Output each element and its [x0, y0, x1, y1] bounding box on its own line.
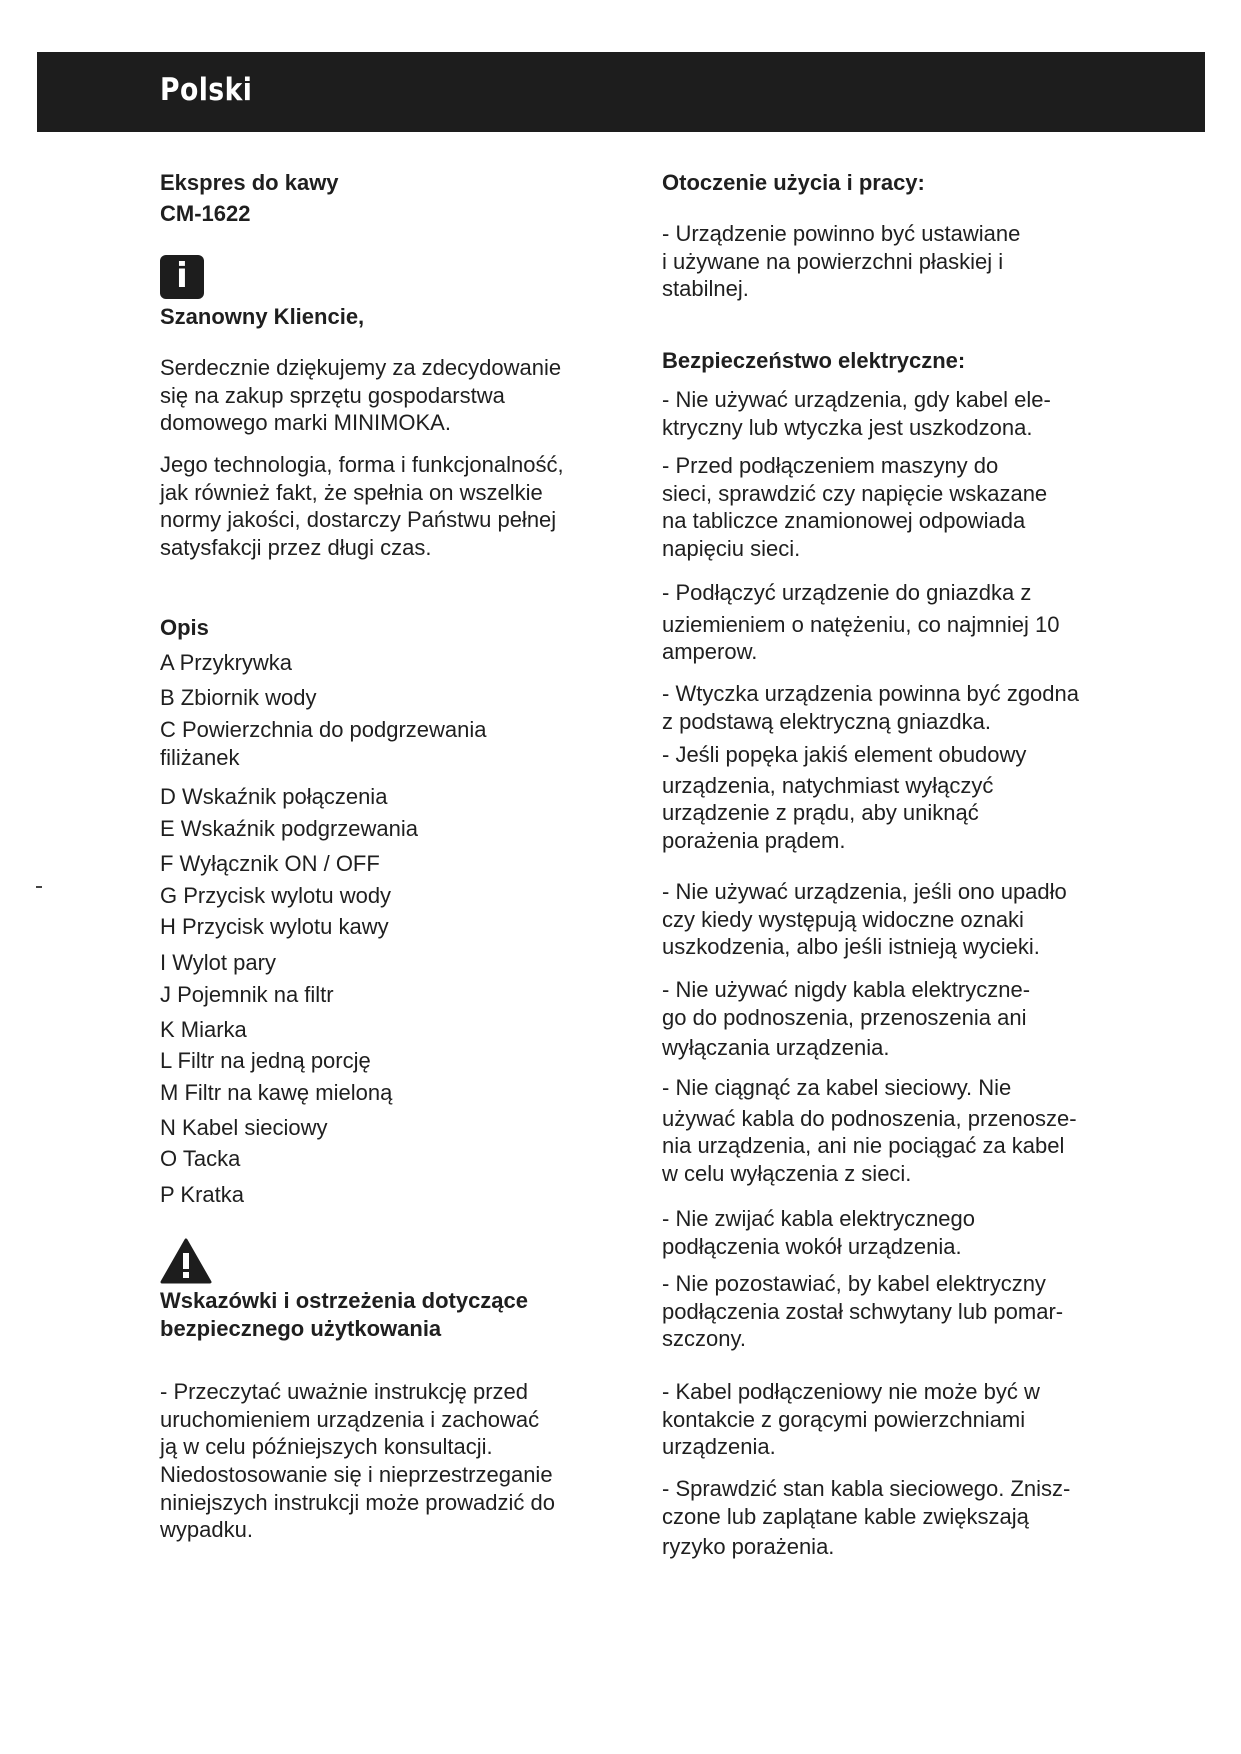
parts-list-item: O Tacka [160, 1146, 241, 1171]
text-line: urządzenia, natychmiast wyłączyć [662, 772, 994, 798]
text-line: na tabliczce znamionowej odpowiada [662, 508, 1026, 533]
electrical-item [662, 579, 1132, 666]
intro-paragraph-1 [160, 354, 610, 437]
intro-paragraph-2 [160, 451, 610, 561]
text-line: niniejszych instrukcji może prowadzić do [160, 1489, 555, 1515]
text-line: urządzenia. [662, 1434, 776, 1459]
parts-list-item: I Wylot pary [160, 950, 276, 975]
parts-list-item: M Filtr na kawę mieloną [160, 1080, 393, 1105]
text-line: urządzenie z prądu, aby uniknąć [662, 800, 979, 825]
text-line: ktryczny lub wtyczka jest uszkodzona. [662, 414, 1033, 440]
text-line: wypadku. [160, 1517, 253, 1542]
text-line: szczony. [662, 1326, 746, 1351]
parts-list-item: E Wskaźnik podgrzewania [160, 816, 419, 841]
text-line: podłączenia został schwytany lub pomar- [662, 1298, 1064, 1324]
environment-heading: Otoczenie użycia i pracy: [662, 170, 925, 195]
text-line: - Urządzenie powinno być ustawiane [662, 221, 1021, 246]
text-line: - Nie ciągnąć za kabel sieciowy. Nie [662, 1075, 1012, 1100]
parts-list-item: F Wyłącznik ON / OFF [160, 851, 380, 876]
text-line: z podstawą elektryczną gniazdka. [662, 708, 991, 734]
text-line: - Nie zwijać kabla elektrycznego [662, 1206, 976, 1231]
electrical-item [662, 1270, 1132, 1353]
text-line: - Nie pozostawiać, by kabel elektryczny [662, 1271, 1046, 1296]
text-line: ryzyko porażenia. [662, 1534, 835, 1559]
text-line: - Jeśli popęka jakiś element obudowy [662, 742, 1027, 767]
text-line: - Wtyczka urządzenia powinna być zgodna [662, 681, 1079, 706]
parts-list-item: filiżanek [160, 745, 240, 770]
electrical-item [662, 878, 1132, 961]
electrical-item [662, 1205, 1132, 1260]
text-line: wyłączania urządzenia. [662, 1035, 890, 1060]
text-line: uszkodzenia, albo jeśli istnieją wycieki. [662, 934, 1040, 959]
text-line: - Sprawdzić stan kabla sieciowego. Znisz- [662, 1476, 1071, 1501]
text-line: kontakcie z gorącymi powierzchniami [662, 1406, 1026, 1432]
parts-list-item: L Filtr na jedną porcję [160, 1048, 371, 1073]
text-line: - Przeczytać uważnie instrukcję przed [160, 1379, 529, 1404]
text-line: Jego technologia, forma i funkcjonalność, [160, 452, 564, 477]
parts-list-item: P Kratka [160, 1182, 244, 1207]
text-line: Niedostosowanie się i nieprzestrzeganie [160, 1462, 553, 1487]
margin-mark [36, 886, 42, 888]
text-line: używać kabla do podnoszenia, przenosze- [662, 1105, 1077, 1131]
text-line: Serdecznie dziękujemy za zdecydowanie [160, 355, 562, 380]
electrical-item [662, 1475, 1132, 1561]
text-line: w celu wyłączenia z sieci. [662, 1160, 912, 1186]
text-line: go do podnoszenia, przenoszenia ani [662, 1004, 1027, 1030]
text-line: nia urządzenia, ani nie pociągać za kabel [662, 1133, 1065, 1158]
warning-icon [160, 1238, 212, 1284]
text-line: czone lub zaplątane kable zwiększają [662, 1503, 1029, 1529]
safety-paragraph-1 [160, 1378, 610, 1461]
model-number: CM-1622 [160, 201, 251, 226]
text-line: uziemieniem o natężeniu, co najmniej 10 [662, 611, 1060, 637]
parts-list-item: K Miarka [160, 1017, 247, 1042]
parts-list-item: D Wskaźnik połączenia [160, 784, 388, 809]
description-heading: Opis [160, 615, 209, 640]
text-line: napięciu sieci. [662, 535, 801, 561]
text-line: porażenia prądem. [662, 827, 846, 853]
electrical-item [662, 741, 1132, 854]
heading-line: bezpiecznego użytkowania [160, 1315, 442, 1341]
text-line: i używane na powierzchni płaskiej i [662, 248, 1004, 274]
electrical-item [662, 976, 1132, 1062]
greeting: Szanowny Kliencie, [160, 304, 365, 329]
text-line: domowego marki MINIMOKA. [160, 410, 451, 435]
text-line: sieci, sprawdzić czy napięcie wskazane [662, 480, 1048, 506]
text-line: normy jakości, dostarczy Państwu pełnej [160, 507, 557, 532]
text-line: amperow. [662, 639, 758, 664]
text-line: stabilnej. [662, 276, 749, 301]
parts-list-item: C Powierzchnia do podgrzewania [160, 717, 487, 742]
safety-paragraph-2 [160, 1461, 610, 1544]
text-line: - Nie używać urządzenia, jeśli ono upadło [662, 879, 1067, 904]
text-line: czy kiedy występują widoczne oznaki [662, 906, 1024, 932]
text-line: - Kabel podłączeniowy nie może być w [662, 1379, 1040, 1404]
parts-list-item: B Zbiornik wody [160, 685, 317, 710]
product-name: Ekspres do kawy [160, 170, 339, 195]
text-line: satysfakcji przez długi czas. [160, 534, 432, 560]
header-bar [37, 52, 1205, 132]
electrical-item [662, 386, 1132, 441]
environment-paragraph [662, 220, 1132, 303]
info-icon: i [160, 255, 204, 299]
electrical-item [662, 680, 1132, 735]
electrical-item [662, 452, 1132, 562]
parts-list-item: A Przykrywka [160, 650, 293, 675]
text-line: jak również fakt, że spełnia on wszelkie [160, 479, 543, 505]
text-line: - Podłączyć urządzenie do gniazdka z [662, 580, 1032, 605]
text-line: ją w celu późniejszych konsultacji. [160, 1434, 493, 1459]
electrical-safety-heading: Bezpieczeństwo elektryczne: [662, 348, 966, 373]
parts-list-item: H Przycisk wylotu kawy [160, 914, 389, 939]
text-line: - Przed podłączeniem maszyny do [662, 453, 999, 478]
parts-list-item: J Pojemnik na filtr [160, 982, 334, 1007]
electrical-item [662, 1074, 1132, 1187]
heading-line: Wskazówki i ostrzeżenia dotyczące [160, 1288, 529, 1313]
text-line: się na zakup sprzętu gospodarstwa [160, 382, 505, 408]
text-line: - Nie używać nigdy kabla elektryczne- [662, 977, 1031, 1002]
safety-heading [160, 1287, 610, 1342]
language-title: Polski [160, 72, 253, 108]
text-line: uruchomieniem urządzenia i zachować [160, 1406, 540, 1432]
parts-list-item: N Kabel sieciowy [160, 1115, 328, 1140]
text-line: podłączenia wokół urządzenia. [662, 1233, 962, 1259]
text-line: - Nie używać urządzenia, gdy kabel ele- [662, 387, 1051, 412]
parts-list-item: G Przycisk wylotu wody [160, 883, 392, 908]
electrical-item [662, 1378, 1132, 1461]
